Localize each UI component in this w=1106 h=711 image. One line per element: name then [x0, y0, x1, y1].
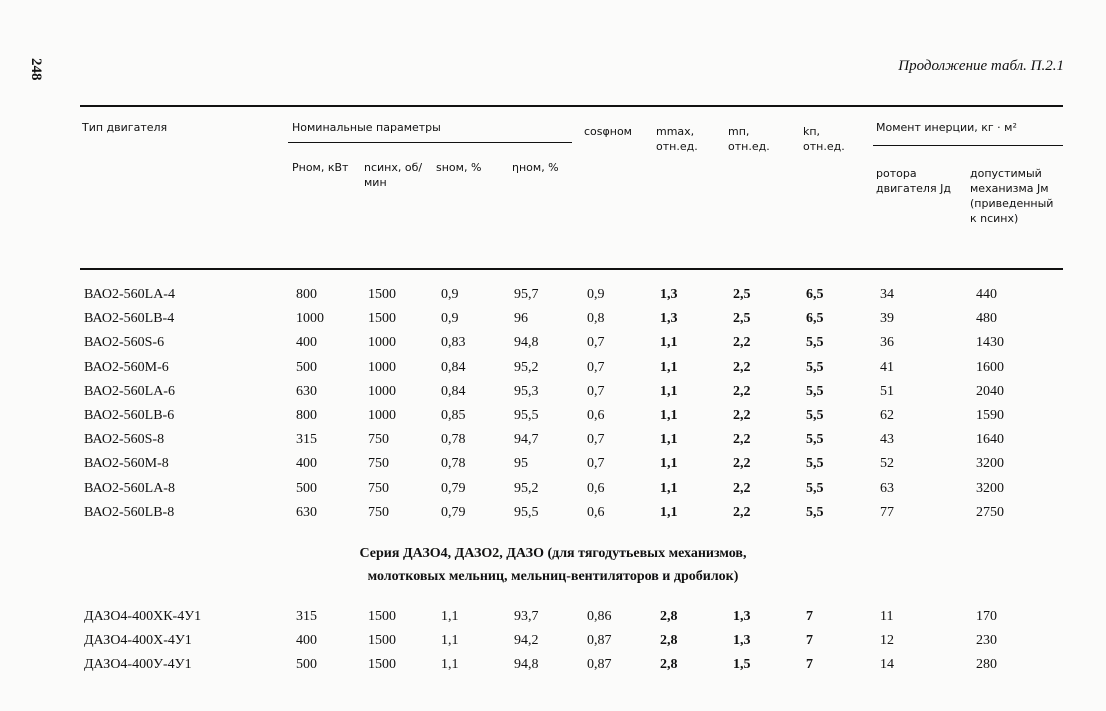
cell-cos-phi: 0,86	[587, 609, 612, 624]
cell-s-nom: 0,84	[441, 359, 466, 375]
cell-motor-type: ВАО2-560LA-6	[84, 383, 175, 399]
cell-motor-type: ДАЗО4-400Х-4У1	[84, 633, 192, 648]
cell-k-p: 6,5	[806, 287, 824, 302]
cell-k-p: 7	[806, 633, 813, 648]
cell-cos-phi: 0,9	[587, 287, 605, 302]
header-nominal: Номинальные параметры	[292, 121, 441, 134]
cell-m-p: 2,2	[733, 456, 751, 472]
cell-s-nom: 0,85	[441, 408, 466, 423]
cell-p-nom: 400	[296, 335, 317, 351]
cell-m-max: 1,1	[660, 480, 678, 496]
cell-k-p: 7	[806, 657, 813, 672]
cell-j-mech: 170	[976, 609, 997, 624]
cell-cos-phi: 0,7	[587, 335, 605, 351]
cell-m-max: 1,1	[660, 335, 678, 351]
cell-n-sync: 1500	[368, 287, 396, 302]
cell-motor-type: ВАО2-560LB-8	[84, 504, 175, 520]
cell-cos-phi: 0,7	[587, 359, 605, 375]
cell-m-max: 1,1	[660, 383, 678, 399]
cell-n-sync: 1000	[368, 359, 396, 375]
cell-m-max: 1,3	[660, 287, 678, 302]
cell-j-mech: 1640	[976, 432, 1004, 448]
cell-m-p: 1,5	[733, 657, 751, 672]
cell-cos-phi: 0,6	[587, 504, 605, 520]
cell-p-nom: 1000	[296, 311, 324, 327]
cell-j-mech: 230	[976, 633, 997, 648]
header-kp: kп, отн.ед.	[803, 125, 845, 153]
cell-k-p: 7	[806, 609, 813, 624]
cell-s-nom: 0,9	[441, 311, 459, 327]
cell-k-p: 5,5	[806, 480, 824, 496]
cell-n-sync: 750	[368, 504, 389, 520]
cell-motor-type: ВАО2-560LB-4	[84, 311, 175, 327]
cell-eta-nom: 96	[514, 311, 528, 327]
cell-n-sync: 1500	[368, 657, 396, 672]
header-bottom-rule	[80, 268, 1063, 270]
cell-p-nom: 500	[296, 480, 317, 496]
header-eta: ηном, %	[512, 161, 559, 174]
cell-k-p: 5,5	[806, 359, 824, 375]
cell-n-sync: 750	[368, 456, 389, 472]
cell-cos-phi: 0,7	[587, 432, 605, 448]
cell-j-rotor: 77	[880, 504, 894, 520]
cell-cos-phi: 0,87	[587, 633, 612, 648]
header-inertia: Момент инерции, кг · м²	[876, 121, 1017, 134]
cell-s-nom: 0,78	[441, 456, 466, 472]
cell-eta-nom: 94,2	[514, 633, 539, 648]
cell-j-mech: 1430	[976, 335, 1004, 351]
cell-m-p: 2,2	[733, 359, 751, 375]
cell-eta-nom: 95,2	[514, 480, 539, 496]
cell-motor-type: ВАО2-560LA-4	[84, 287, 175, 302]
cell-j-mech: 2750	[976, 504, 1004, 520]
cell-eta-nom: 94,8	[514, 657, 539, 672]
cell-m-p: 2,2	[733, 383, 751, 399]
series-title-line-1: Серия ДАЗО4, ДАЗО2, ДАЗО (для тягодутьевых механизмов,	[359, 546, 747, 561]
cell-s-nom: 1,1	[441, 609, 459, 624]
cell-m-p: 2,2	[733, 408, 751, 423]
cell-n-sync: 1000	[368, 383, 396, 399]
cell-p-nom: 630	[296, 504, 317, 520]
header-p: Pном, кВт	[292, 161, 349, 174]
nominal-rule	[288, 142, 572, 143]
cell-m-max: 1,3	[660, 311, 678, 327]
cell-s-nom: 0,9	[441, 287, 459, 302]
cell-m-max: 1,1	[660, 359, 678, 375]
page-number: 248	[28, 58, 44, 81]
cell-j-rotor: 11	[880, 609, 894, 624]
cell-s-nom: 0,79	[441, 480, 466, 496]
cell-motor-type: ВАО2-560М-6	[84, 359, 169, 375]
cell-j-mech: 480	[976, 311, 997, 327]
cell-eta-nom: 95,7	[514, 287, 539, 302]
cell-eta-nom: 94,8	[514, 335, 539, 351]
cell-n-sync: 1000	[368, 335, 396, 351]
cell-eta-nom: 95,2	[514, 359, 539, 375]
cell-eta-nom: 95,3	[514, 383, 539, 399]
cell-p-nom: 800	[296, 408, 317, 423]
cell-p-nom: 315	[296, 432, 317, 448]
cell-cos-phi: 0,87	[587, 657, 612, 672]
cell-s-nom: 1,1	[441, 633, 459, 648]
cell-j-rotor: 41	[880, 359, 894, 375]
cell-m-p: 2,2	[733, 504, 751, 520]
header-rotor: ротора двигателя Jд	[876, 167, 951, 195]
series-title-line-2: молотковых мельниц, мельниц-вентиляторов и дробилок)	[367, 569, 739, 584]
table-caption: Продолжение табл. П.2.1	[898, 58, 1064, 74]
cell-j-mech: 440	[976, 287, 997, 302]
cell-j-rotor: 36	[880, 335, 894, 351]
cell-k-p: 5,5	[806, 383, 824, 399]
cell-cos-phi: 0,6	[587, 408, 605, 423]
header-type: Тип двигателя	[82, 121, 168, 134]
cell-m-p: 2,2	[733, 480, 751, 496]
cell-m-max: 1,1	[660, 456, 678, 472]
cell-eta-nom: 95,5	[514, 504, 539, 520]
cell-m-p: 1,3	[733, 609, 751, 624]
cell-j-rotor: 52	[880, 456, 894, 472]
cell-p-nom: 500	[296, 359, 317, 375]
cell-j-rotor: 12	[880, 633, 894, 648]
cell-motor-type: ДАЗО4-400У-4У1	[84, 657, 192, 672]
cell-cos-phi: 0,7	[587, 383, 605, 399]
cell-j-rotor: 43	[880, 432, 894, 448]
cell-m-max: 1,1	[660, 432, 678, 448]
top-rule	[80, 105, 1063, 107]
cell-p-nom: 800	[296, 287, 317, 302]
cell-n-sync: 750	[368, 432, 389, 448]
cell-s-nom: 0,78	[441, 432, 466, 448]
header-s: sном, %	[436, 161, 482, 174]
cell-j-rotor: 39	[880, 311, 894, 327]
cell-j-rotor: 51	[880, 383, 894, 399]
cell-eta-nom: 95,5	[514, 408, 539, 423]
cell-j-mech: 3200	[976, 456, 1004, 472]
cell-eta-nom: 94,7	[514, 432, 539, 448]
cell-k-p: 5,5	[806, 432, 824, 448]
cell-cos-phi: 0,7	[587, 456, 605, 472]
inertia-rule	[873, 145, 1063, 146]
cell-j-mech: 2040	[976, 383, 1004, 399]
cell-m-p: 2,5	[733, 311, 751, 327]
cell-motor-type: ВАО2-560LB-6	[84, 408, 175, 423]
cell-s-nom: 0,79	[441, 504, 466, 520]
cell-m-max: 2,8	[660, 609, 678, 624]
cell-m-p: 1,3	[733, 633, 751, 648]
cell-k-p: 5,5	[806, 335, 824, 351]
cell-p-nom: 400	[296, 633, 317, 648]
cell-motor-type: ВАО2-560LA-8	[84, 480, 175, 496]
cell-m-max: 2,8	[660, 657, 678, 672]
cell-motor-type: ВАО2-560М-8	[84, 456, 169, 472]
cell-j-rotor: 63	[880, 480, 894, 496]
cell-n-sync: 1000	[368, 408, 396, 423]
cell-m-p: 2,5	[733, 287, 751, 302]
cell-m-p: 2,2	[733, 432, 751, 448]
cell-s-nom: 0,83	[441, 335, 466, 351]
cell-k-p: 5,5	[806, 504, 824, 520]
cell-j-mech: 1600	[976, 359, 1004, 375]
cell-motor-type: ВАО2-560S-8	[84, 432, 165, 448]
cell-p-nom: 630	[296, 383, 317, 399]
cell-k-p: 5,5	[806, 456, 824, 472]
cell-p-nom: 500	[296, 657, 317, 672]
cell-motor-type: ВАО2-560S-6	[84, 335, 165, 351]
cell-p-nom: 400	[296, 456, 317, 472]
cell-j-mech: 280	[976, 657, 997, 672]
cell-n-sync: 1500	[368, 609, 396, 624]
cell-j-rotor: 62	[880, 408, 894, 423]
cell-cos-phi: 0,8	[587, 311, 605, 327]
cell-k-p: 6,5	[806, 311, 824, 327]
cell-k-p: 5,5	[806, 408, 824, 423]
cell-s-nom: 1,1	[441, 657, 459, 672]
header-mech: допустимый механизма Jм (приведенный к nсинх)	[970, 167, 1054, 225]
cell-m-p: 2,2	[733, 335, 751, 351]
cell-s-nom: 0,84	[441, 383, 466, 399]
header-mmax: mmax, отн.ед.	[656, 125, 698, 153]
cell-j-rotor: 14	[880, 657, 894, 672]
cell-j-rotor: 34	[880, 287, 894, 302]
header-cos: cosφном	[584, 125, 632, 138]
cell-n-sync: 1500	[368, 311, 396, 327]
cell-n-sync: 750	[368, 480, 389, 496]
cell-m-max: 2,8	[660, 633, 678, 648]
header-n: nсинх, об/мин	[364, 161, 423, 189]
cell-cos-phi: 0,6	[587, 480, 605, 496]
cell-m-max: 1,1	[660, 504, 678, 520]
cell-m-max: 1,1	[660, 408, 678, 423]
cell-n-sync: 1500	[368, 633, 396, 648]
cell-j-mech: 3200	[976, 480, 1004, 496]
cell-eta-nom: 95	[514, 456, 528, 472]
cell-j-mech: 1590	[976, 408, 1004, 423]
cell-motor-type: ДАЗО4-400ХК-4У1	[84, 609, 202, 624]
header-mp: mп, отн.ед.	[728, 125, 770, 153]
cell-p-nom: 315	[296, 609, 317, 624]
cell-eta-nom: 93,7	[514, 609, 539, 624]
